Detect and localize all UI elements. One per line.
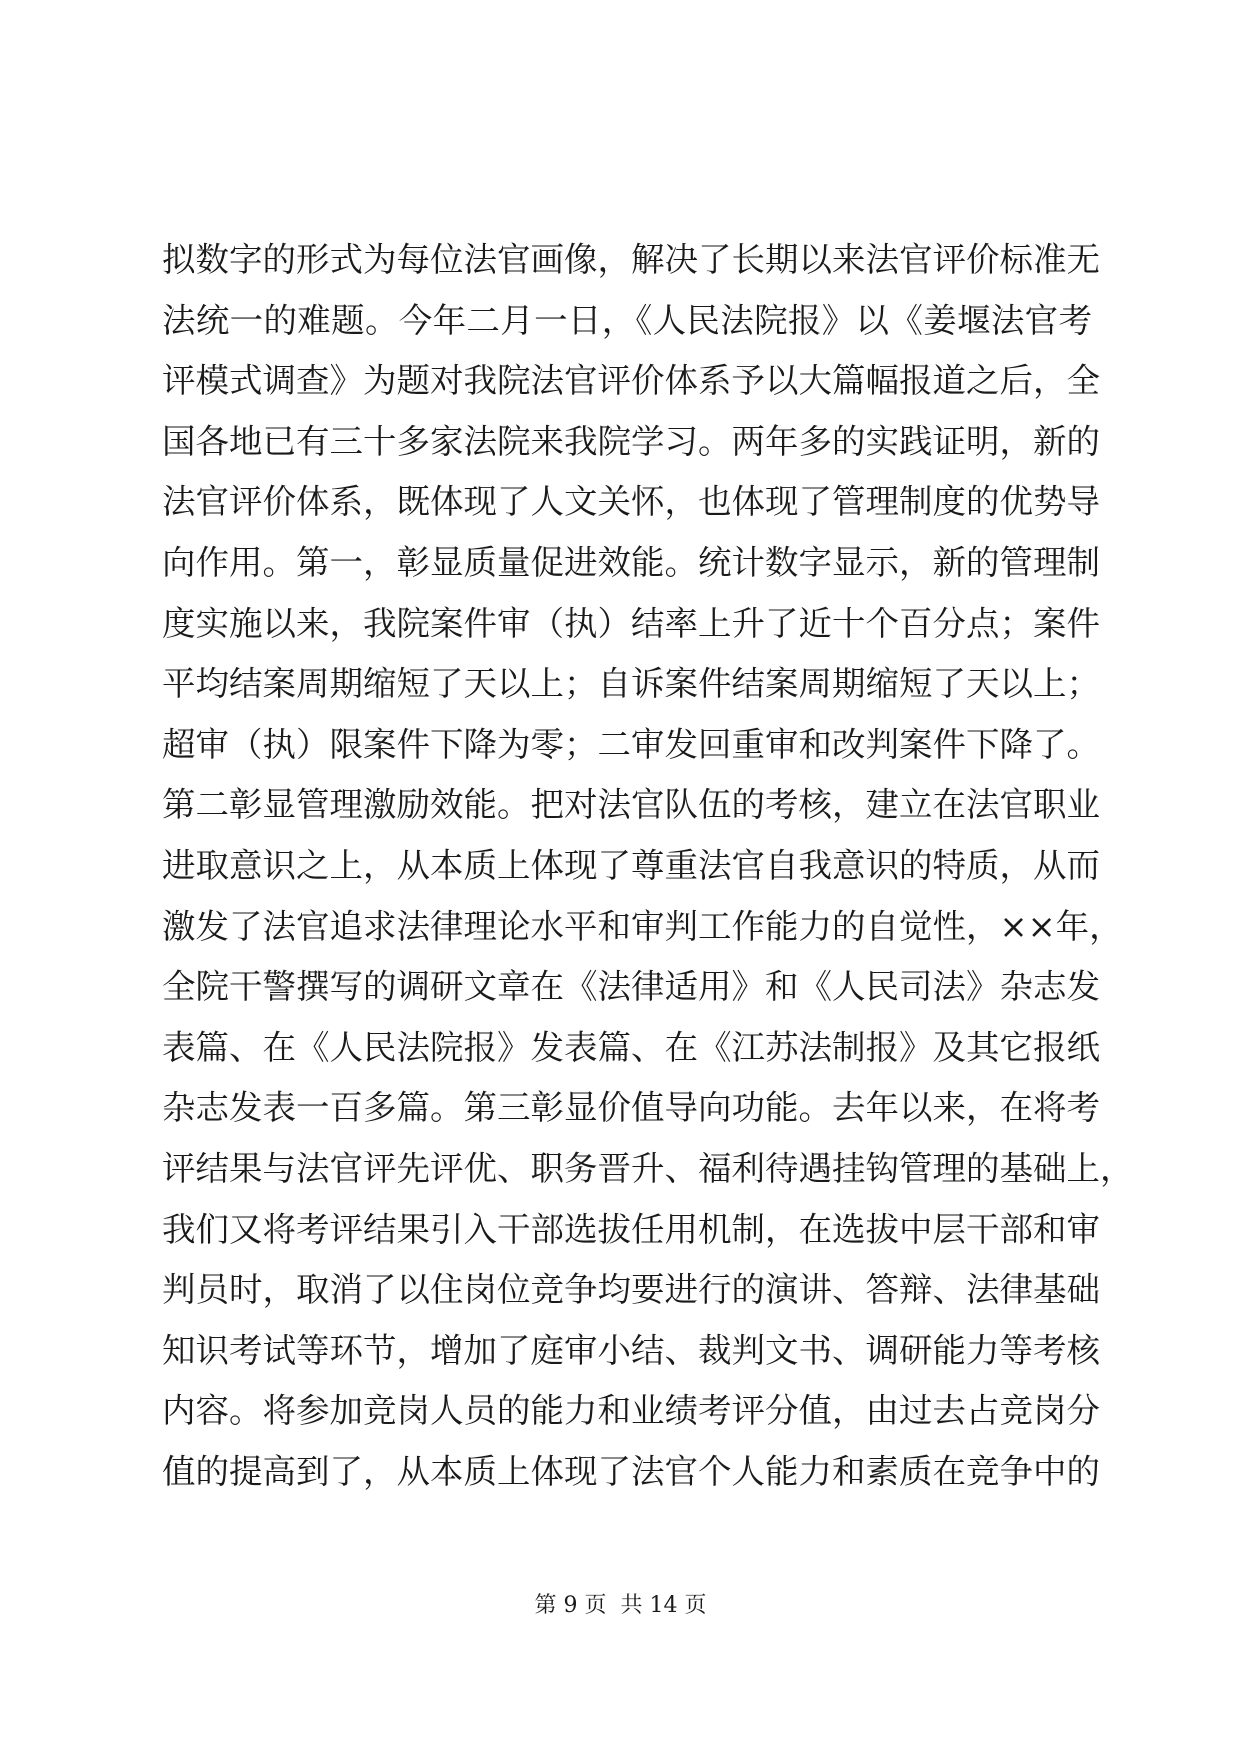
page-number: 第 9 页 共 14 页: [534, 1593, 707, 1618]
text-line: 平均结案周期缩短了天以上；自诉案件结案周期缩短了天以上；: [162, 664, 1100, 704]
text-line: 进取意识之上，从本质上体现了尊重法官自我意识的特质，从而: [162, 845, 1100, 885]
text-line: 国各地已有三十多家法院来我院学习。两年多的实践证明，新的: [162, 421, 1100, 461]
text-line: 法统一的难题。今年二月一日，《人民法院报》以《姜堰法官考: [162, 300, 1092, 340]
text-line: 评结果与法官评先评优、职务晋升、福利待遇挂钩管理的基础上，: [162, 1148, 1134, 1188]
text-line: 超审（执）限案件下降为零；二审发回重审和改判案件下降了。: [162, 724, 1100, 764]
text-line: 拟数字的形式为每位法官画像，解决了长期以来法官评价标准无: [162, 240, 1100, 279]
text-line: 值的提高到了，从本质上体现了法官个人能力和素质在竞争中的: [162, 1451, 1100, 1491]
text-line: 杂志发表一百多篇。第三彰显价值导向功能。去年以来，在将考: [162, 1088, 1100, 1128]
text-line: 激发了法官追求法律理论水平和审判工作能力的自觉性，××年，: [162, 906, 1123, 946]
text-line: 表篇、在《人民法院报》发表篇、在《江苏法制报》及其它报纸: [162, 1027, 1100, 1067]
text-line: 判员时，取消了以住岗位竞争均要进行的演讲、答辩、法律基础: [162, 1270, 1100, 1310]
text-line: 法官评价体系，既体现了人文关怀，也体现了管理制度的优势导: [162, 482, 1100, 522]
text-line: 评模式调查》为题对我院法官评价体系予以大篇幅报道之后，全: [162, 361, 1100, 401]
text-line: 向作用。第一，彰显质量促进效能。统计数字显示，新的管理制: [162, 542, 1100, 582]
page-footer: [0, 1591, 1241, 1621]
text-line: 内容。将参加竞岗人员的能力和业绩考评分值，由过去占竞岗分: [162, 1391, 1100, 1431]
text-line: 第二彰显管理激励效能。把对法官队伍的考核，建立在法官职业: [162, 785, 1100, 825]
text-line: 全院干警撰写的调研文章在《法律适用》和《人民司法》杂志发: [162, 967, 1100, 1007]
text-line: 我们又将考评结果引入干部选拔任用机制，在选拔中层干部和审: [162, 1209, 1100, 1249]
text-line: 知识考试等环节，增加了庭审小结、裁判文书、调研能力等考核: [162, 1330, 1100, 1370]
text-line: 度实施以来，我院案件审（执）结率上升了近十个百分点；案件: [162, 603, 1100, 643]
body-text: [162, 230, 1134, 1502]
